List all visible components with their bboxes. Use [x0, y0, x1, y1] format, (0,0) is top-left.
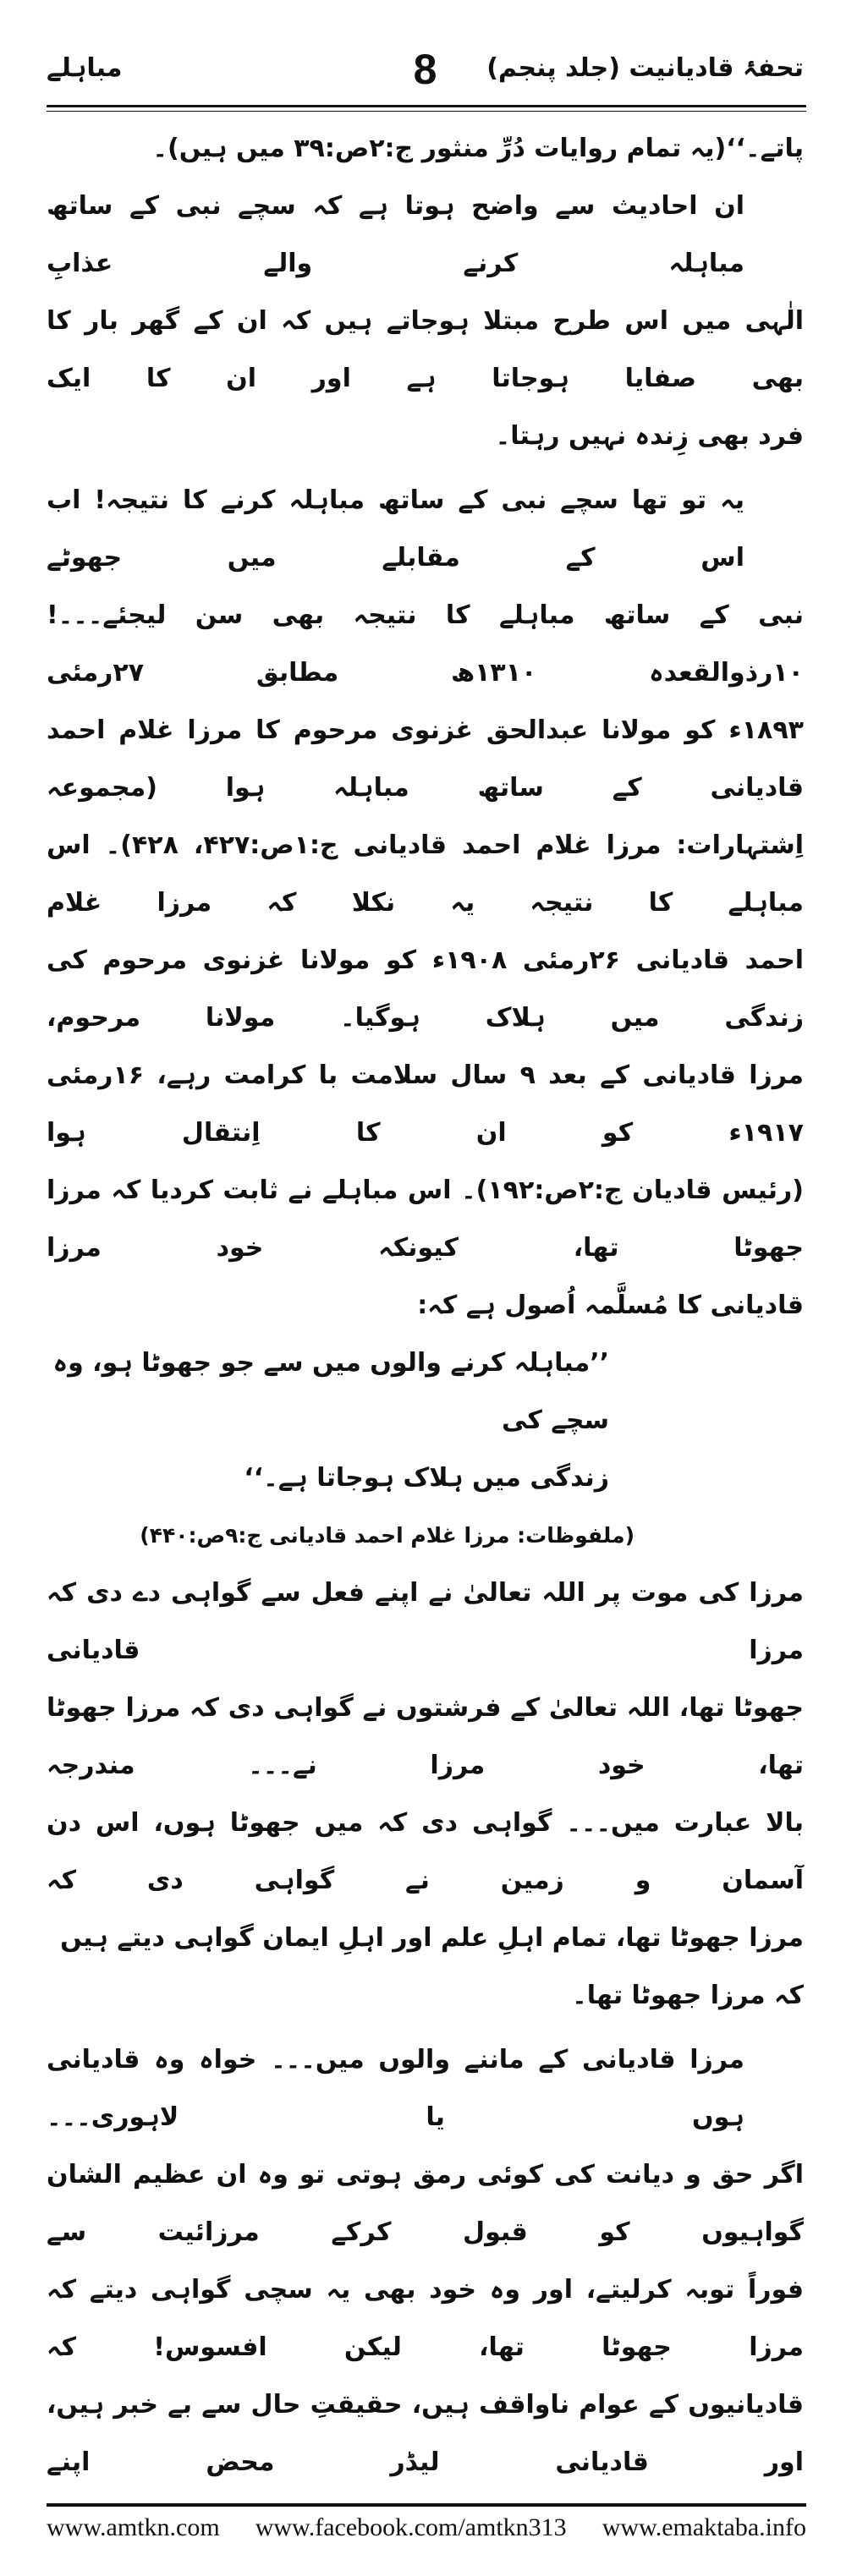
text-line: فرد بھی زِندہ نہیں رہتا۔: [495, 421, 804, 451]
text-line: فوراً توبہ کرلیتے، اور وہ خود بھی یہ سچی گواہی دیتے کہ مرزا جھوٹا تھا، لیکن افسوس! کہ: [47, 2275, 804, 2362]
text-line: ان احادیث سے واضح ہوتا ہے کہ سچے نبی کے ساتھ مباہلہ کرنے والے عذابِ: [47, 191, 744, 278]
text-line: اِشتہارات: مرزا غلام احمد قادیانی ج:۱ص:۴۲۷، ۴۲۸)۔ اس مباہلے کا نتیجہ یہ نکلا کہ مرزا غلام: [47, 830, 804, 918]
text-line: (رئیس قادیان ج:۲ص:۱۹۲)۔ اس مباہلے نے ثابت کردیا کہ مرزا جھوٹا تھا، کیونکہ خود مرزا: [47, 1176, 804, 1263]
page-number: 8: [413, 46, 437, 93]
text-line: یہ تو تھا سچے نبی کے ساتھ مباہلہ کرنے کا نتیجہ! اب اس کے مقابلے میں جھوٹے: [47, 485, 744, 573]
text-line: قادیانیوں کے عوام ناواقف ہیں، حقیقتِ حال سے بے خبر ہیں، اور قادیانی لیڈر محض اپنے: [47, 2390, 804, 2477]
text-line: نبی کے ساتھ مباہلے کا نتیجہ بھی سن لیجئے۔۔۔! ۱۰رذوالقعدہ ۱۳۱۰ھ مطابق ۲۷رمئی: [47, 600, 804, 688]
footer-rule: [47, 2503, 806, 2507]
header-rule-thick: [47, 105, 806, 107]
chapter-title: مباہلے: [47, 53, 123, 83]
text-line: قادیانی کا مُسلَّمہ اُصول ہے کہ:: [417, 1291, 804, 1320]
text-line: الٰہی میں اس طرح مبتلا ہوجاتے ہیں کہ ان کے گھر بار کا بھی صفایا ہوجاتا ہے اور ان کا ایک: [47, 306, 804, 393]
text-line: پاتے۔‘‘(یہ تمام روایات دُرِّ منثور ج:۲ص:۳۹ میں ہیں)۔: [152, 134, 804, 163]
text-line: مرزا قادیانی کے ماننے والوں میں۔۔۔ خواہ وہ قادیانی ہوں یا لاہوری۔۔۔: [47, 2045, 744, 2132]
text-line: مرزا کی موت پر اللہ تعالیٰ نے اپنے فعل سے گواہی دے دی کہ مرزا قادیانی: [47, 1578, 804, 1665]
footer-link-amtkn[interactable]: www.amtkn.com: [47, 2513, 220, 2541]
page-body: [47, 120, 804, 2491]
header-rule-thin: [47, 111, 806, 112]
text-line: احمد قادیانی ۲۶رمئی ۱۹۰۸ء کو مولانا غزنوی مرحوم کی زندگی میں ہلاک ہوگیا۔ مولانا مرحوم،: [47, 945, 805, 1033]
footer-link-emaktaba[interactable]: www.emaktaba.info: [602, 2513, 806, 2541]
quote-line: زندگی میں ہلاک ہوجاتا ہے۔‘‘: [244, 1463, 609, 1493]
page-header: [47, 0, 804, 97]
quote-line: ’’مباہلہ کرنے والوں میں سے جو جھوٹا ہو، وہ سچے کی: [52, 1348, 609, 1435]
page-footer: [47, 2513, 806, 2576]
text-line: مرزا جھوٹا تھا، تمام اہلِ علم اور اہلِ ایمان گواہی دیتے ہیں کہ مرزا جھوٹا تھا۔: [60, 1923, 804, 2010]
book-title: تحفۂ قادیانیت (جلد پنجم): [486, 53, 804, 83]
text-line: جھوٹا تھا، اللہ تعالیٰ کے فرشتوں نے گواہی دی کہ مرزا جھوٹا تھا، خود مرزا نے۔۔۔ مندرجہ: [47, 1693, 804, 1780]
footer-link-facebook[interactable]: www.facebook.com/amtkn313: [255, 2513, 567, 2541]
text-line: مرزا قادیانی کے بعد ۹ سال سلامت با کرامت رہے، ۱۶رمئی ۱۹۱۷ء کو ان کا اِنتقال ہوا: [47, 1061, 804, 1148]
text-line: اگر حق و دیانت کی کوئی رمق ہوتی تو وہ ان عظیم الشان گواہیوں کو قبول کرکے مرزائیت سے: [47, 2160, 804, 2247]
text-line: ۱۸۹۳ء کو مولانا عبدالحق غزنوی مرحوم کا مرزا غلام احمد قادیانی کے ساتھ مباہلہ ہوا (مجموعہ: [47, 715, 804, 803]
citation-line: (ملفوظات: مرزا غلام احمد قادیانی ج:۹ص:۴۴۰): [140, 1523, 634, 1548]
text-line: بالا عبارت میں۔۔۔ گواہی دی کہ میں جھوٹا ہوں، اس دن آسمان و زمین نے گواہی دی کہ: [47, 1808, 804, 1895]
